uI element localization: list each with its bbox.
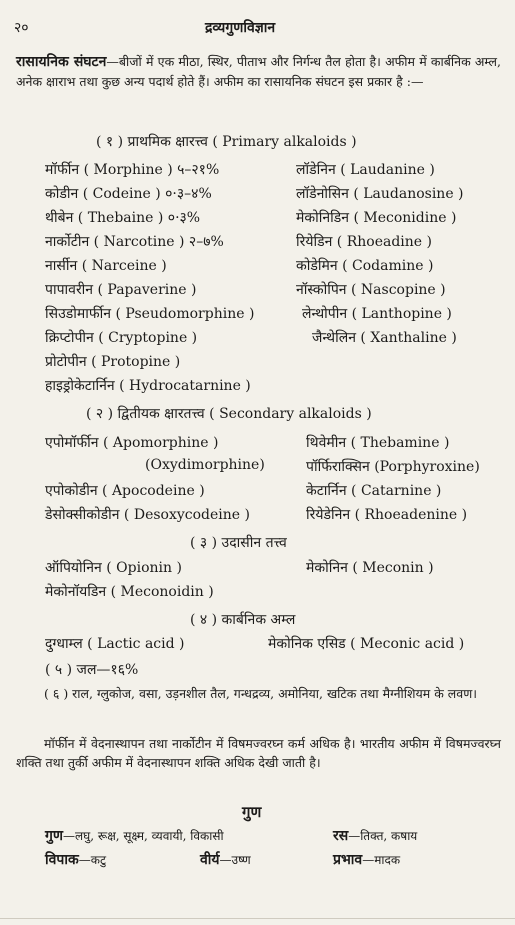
guna-value: —लघु, रूक्ष, सूक्ष्म, व्यवायी, विकासी [63, 829, 224, 843]
guna-label: गुण [45, 828, 64, 844]
prabhava-label: प्रभाव [333, 852, 363, 868]
primary-left-item: थीबेन ( Thebaine ) ०·३% [45, 210, 201, 226]
primary-left-item: प्रोटोपीन ( Protopine ) [45, 354, 181, 370]
guna-section-title: गुण [242, 803, 262, 821]
rasa-line [333, 826, 417, 845]
organic-acid-left: दुग्धाम्ल ( Lactic acid ) [45, 636, 185, 652]
organic-acids-heading: ( ४ ) कार्बनिक अम्ल [190, 612, 296, 628]
secondary-right-item: केटार्निन ( Catarnine ) [306, 483, 442, 499]
neutral-right-item: मेकोनिन ( Meconin ) [306, 560, 434, 576]
primary-left-item: कोडीन ( Codeine ) ०·३–४% [45, 186, 212, 202]
primary-left-item: सिउडोमार्फीन ( Pseudomorphine ) [45, 306, 255, 322]
secondary-left-item: एपोकोडीन ( Apocodeine ) [45, 483, 205, 499]
primary-right-item: रियेडिन ( Rhoeadine ) [296, 234, 432, 250]
other-constituents: ( ६ ) राल, ग्लुकोज, वसा, उड़नशील तैल, गन्धद्रव्य, अमोनिया, खटिक तथा मैग्नीशियम के लवण। [44, 686, 477, 701]
neutral-principles-heading: ( ३ ) उदासीन तत्त्व [190, 535, 287, 551]
primary-right-item: जैन्थेलिन ( Xanthaline ) [312, 330, 457, 346]
primary-left-item: मॉर्फीन ( Morphine ) ५–२१% [45, 162, 220, 178]
primary-right-item: लॉडेनोसिन ( Laudanosine ) [296, 186, 464, 202]
water-content: ( ५ ) जल—१६% [45, 662, 139, 678]
primary-alkaloids-heading: ( १ ) प्राथमिक क्षारत्त्व ( Primary alkaloids ) [96, 134, 357, 150]
primary-left-item: नार्कोटीन ( Narcotine ) २–७% [45, 234, 224, 250]
vipaka-value: —कटु [78, 853, 107, 867]
virya-label: वीर्य [200, 852, 220, 868]
vipaka-label: विपाक [45, 852, 79, 868]
secondary-alkaloids-heading: ( २ ) द्वितीयक क्षारतत्त्व ( Secondary alkaloids ) [86, 406, 372, 422]
primary-left-item: नार्सीन ( Narceine ) [45, 258, 167, 274]
intro-paragraph [16, 52, 501, 91]
secondary-right-item: थिवेमीन ( Thebamine ) [306, 435, 450, 451]
running-title: द्रव्यगुणविज्ञान [205, 20, 276, 36]
intro-text: —बीजों में एक मीठा, स्थिर, पीताभ और निर्गन्ध तैल होता है। अफीम में कार्बनिक अम्ल, अनेक क्षाराभ तथा कुछ अन्य पदार्थ होते हैं। अफीम का रासायनिक संघटन इस प्रकार है :— [16, 54, 501, 89]
rasa-label: रस [333, 828, 349, 844]
primary-left-item: क्रिप्टोपीन ( Cryptopine ) [45, 330, 198, 346]
page-bottom-rule [0, 918, 515, 919]
secondary-right-item: रियेडेनिन ( Rhoeadenine ) [306, 507, 468, 523]
guna-line [45, 826, 224, 845]
secondary-right-item: पॉर्फिराक्सिन (Porphyroxine) [306, 459, 480, 475]
prabhava-value: —मादक [362, 853, 401, 867]
note-paragraph: मॉर्फीन में वेदनास्थापन तथा नार्कोटीन में विषमज्वरघ्न कर्म अधिक है। भारतीय अफीम में विषमज्वरघ्न शक्ति तथा तुर्की अफीम में वेदनास्थापन शक्ति अधिक देखी जाती है। [16, 736, 501, 770]
page-number: २० [14, 20, 29, 36]
rasa-value: —तिक्त, कषाय [348, 829, 418, 843]
primary-right-item: मेकोनिडिन ( Meconidine ) [296, 210, 457, 226]
primary-right-item: लॉडेनिन ( Laudanine ) [296, 162, 435, 178]
secondary-left-item: डेसोक्सीकोडीन ( Desoxycodeine ) [45, 507, 250, 523]
organic-acid-right: मेकोनिक एसिड ( Meconic acid ) [268, 636, 465, 652]
primary-left-item: हाइड्रोकेटार्निन ( Hydrocatarnine ) [45, 378, 251, 394]
vipaka-line [45, 850, 106, 869]
intro-label: रासायनिक संघटन [16, 54, 107, 70]
secondary-left-item: (Oxydimorphine) [145, 457, 265, 473]
primary-right-item: कोडेमिन ( Codamine ) [296, 258, 434, 274]
prabhava-line [333, 850, 400, 869]
virya-line [200, 850, 251, 869]
virya-value: —उष्ण [219, 853, 251, 867]
primary-right-item: नॉस्कोपिन ( Nascopine ) [296, 282, 446, 298]
secondary-left-item: एपोमॉर्फीन ( Apomorphine ) [45, 435, 219, 451]
neutral-left-item: ऑपियोनिन ( Opionin ) [45, 560, 182, 576]
primary-right-item: लेन्थोपीन ( Lanthopine ) [302, 306, 452, 322]
neutral-left-item: मेकोनॉयडिन ( Meconoidin ) [45, 584, 214, 600]
primary-left-item: पापावरीन ( Papaverine ) [45, 282, 197, 298]
